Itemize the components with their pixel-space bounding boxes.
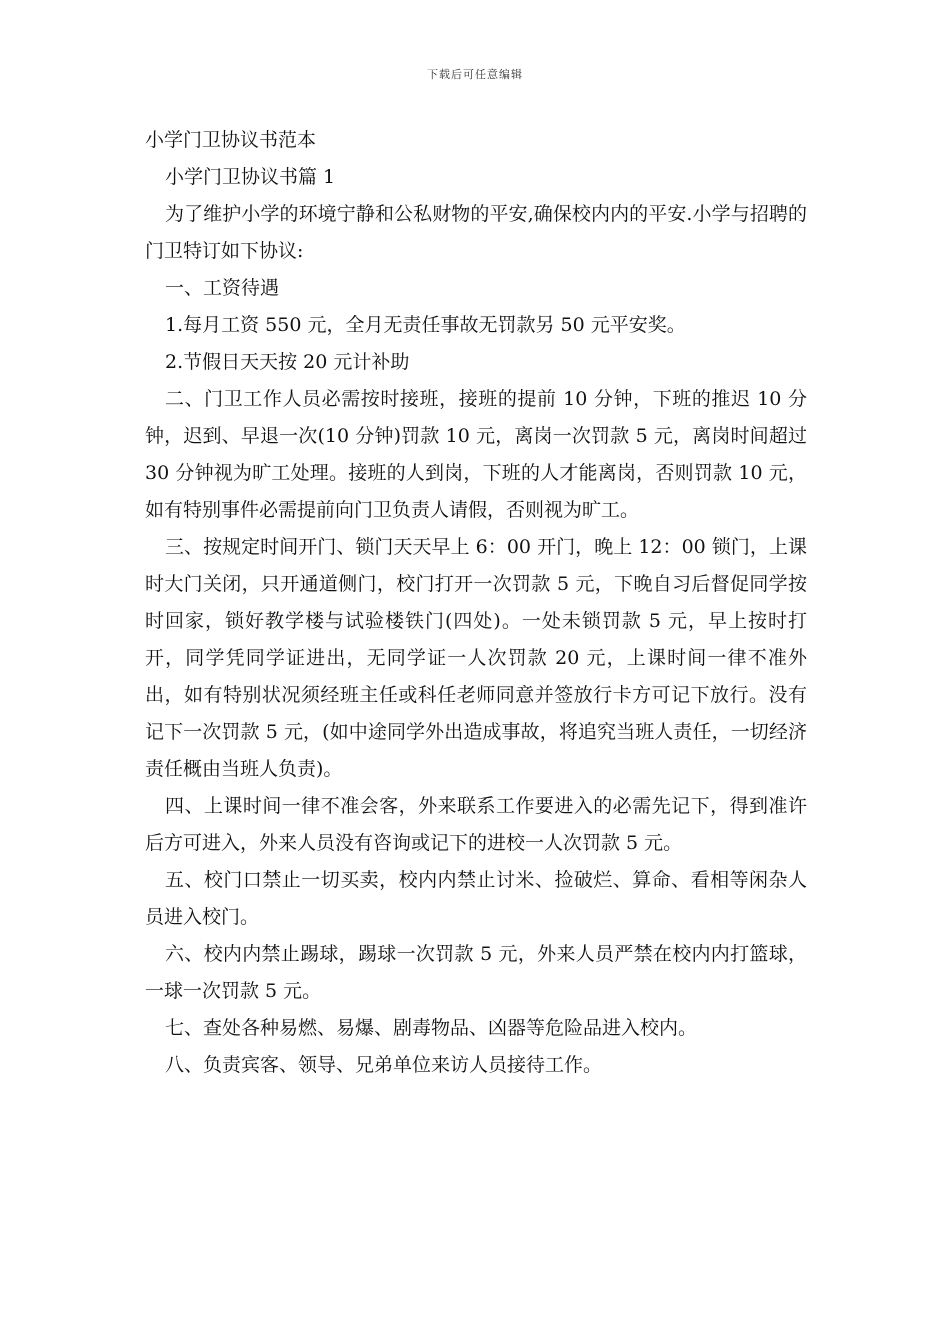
wage-item-1: 1.每月工资 550 元，全月无责任事故无罚款另 50 元平安奖。 (165, 314, 686, 336)
clause-5-paragraph: 五、校门口禁止一切买卖，校内内禁止讨米、捡破烂、算命、看相等闲杂人员进入校门。 (145, 869, 807, 928)
clause-7-paragraph: 七、查处各种易燃、易爆、剧毒物品、凶器等危险品进入校内。 (165, 1017, 698, 1039)
clause-4-paragraph: 四、上课时间一律不准会客，外来联系工作要进入的必需先记下，得到准许后方可进入，外来人员没有咨询或记下的进校一人次罚款 5 元。 (145, 795, 807, 854)
clause-6-paragraph: 六、校内内禁止踢球，踢球一次罚款 5 元，外来人员严禁在校内内打篮球，一球一次罚款 5 元。 (145, 943, 807, 1002)
clause-3-paragraph: 三、按规定时间开门、锁门天天早上 6：00 开门，晚上 12：00 锁门，上课时大门关闭，只开通道侧门，校门打开一次罚款 5 元，下晚自习后督促同学按时回家，锁好教学楼与试验楼铁门(四处)。一处未锁罚款 5 元，早上按时打开，同学凭同学证进出，无同学证一人次罚款 20 元，上课时间一律不准外出，如有特别状况须经班主任或科任老师同意并签放行卡方可记下放行。没有记下一次罚款 5 元，(如中途同学外出造成事故，将追究当班人责任，一切经济责任概由当班人负责)。 (145, 536, 807, 780)
document-body (145, 122, 807, 1084)
intro-paragraph: 为了维护小学的环境宁静和公私财物的平安,确保校内内的平安.小学与招聘的门卫特订如下协议: (145, 203, 807, 262)
clause-2-paragraph: 二、门卫工作人员必需按时接班，接班的提前 10 分钟，下班的推迟 10 分钟，迟到、早退一次(10 分钟)罚款 10 元，离岗一次罚款 5 元，离岗时间超过 30 分钟视为旷工处理。接班的人到岗，下班的人才能离岗，否则罚款 10 元，如有特别事件必需提前向门卫负责人请假，否则视为旷工。 (145, 388, 807, 521)
header-note: 下载后可任意编辑 (427, 68, 523, 81)
document-title: 小学门卫协议书范本 (145, 129, 317, 151)
section-title: 小学门卫协议书篇 1 (165, 166, 336, 188)
clause-8-paragraph: 八、负责宾客、领导、兄弟单位来访人员接待工作。 (165, 1054, 603, 1076)
section-heading-wages: 一、工资待遇 (165, 277, 280, 299)
wage-item-2: 2.节假日天天按 20 元计补助 (165, 351, 410, 373)
